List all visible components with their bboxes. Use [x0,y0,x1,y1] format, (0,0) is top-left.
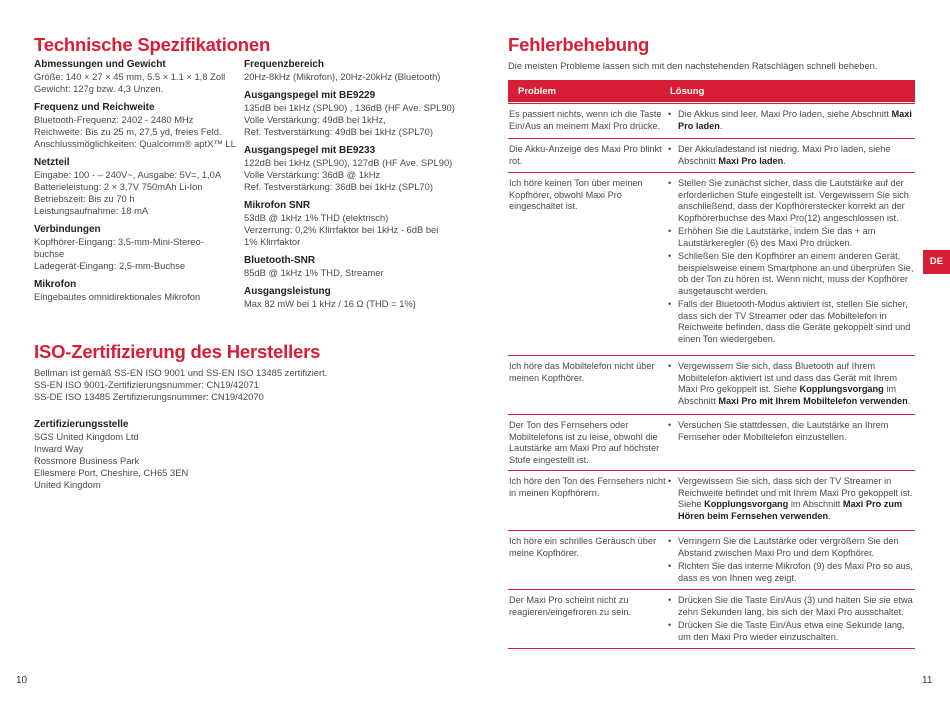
spec-column-1 [34,59,239,310]
bullet-text: Die Akkus sind leer. Maxi Pro laden, siehe Abschnitt Maxi Pro laden. [678,109,912,131]
problem-cell: Ich höre das Mobiltelefon nicht über meinen Kopfhörer. [509,361,655,383]
bullet-icon: • [668,299,672,309]
solution-cell [668,595,914,645]
spec-block [34,59,239,95]
spec-heading: Mikrofon [34,279,77,290]
spec-block [34,224,239,272]
solution-cell [668,536,914,586]
solution-bullet [668,561,914,584]
spec-heading: Mikrofon SNR [244,200,311,211]
problem-cell: Ich höre den Ton des Fernsehers nicht in meinen Kopfhörern. [509,476,666,498]
bullet-text: Vergewissern Sie sich, dass Bluetooth auf Ihrem Mobiltelefon aktiviert ist und dass das Gerät mit Ihrem Maxi Pro gekoppelt ist. Siehe Kopplungsvorgang im Abschnitt Maxi Pro mit Ihrem Mobiltelefon verwenden. [678,361,911,406]
spec-block [34,102,239,150]
solution-bullet [668,109,914,132]
bullet-text: Stellen Sie zunächst sicher, dass die Lautstärke auf der erforderlichen Stufe eingestellt ist. Vergewissern Sie sich anschließend, dass der Kopfhörerstecker korrekt an der Kopfhörerbuchse des Maxi Pro(12) angeschlossen ist. [678,178,909,223]
solution-cell [668,420,914,445]
spec-heading: Netzteil [34,157,70,168]
spec-heading: Frequenz und Reichweite [34,102,155,113]
bullet-text: Versuchen Sie stattdessen, die Lautstärke an Ihrem Fernseher oder Mobiltelefon einzustellen. [678,420,889,442]
bullet-text: Drücken Sie die Taste Ein/Aus (3) und halten Sie sie etwa zehn Sekunden lang, bis sich der Maxi Pro ausschaltet. [678,595,913,617]
iso-text: Bellman ist gemäß SS-EN ISO 9001 und SS-EN ISO 13485 zertifiziert. SS-EN ISO 9001-Zertifizierungsnummer: CN19/42071 SS-DE ISO 13485 Zertifizierungsnummer: CN19/42070 [34,367,328,402]
bullet-icon: • [668,144,672,154]
spec-heading: Abmessungen und Gewicht [34,59,166,70]
bullet-text: Drücken Sie die Taste Ein/Aus etwa eine Sekunde lang, um den Maxi Pro wieder einzuschalten. [678,620,905,642]
spec-value: Größe: 140 × 27 × 45 mm, 5.5 × 1.1 × 1,8 Zoll Gewicht: 127g bzw. 4,3 Unzen. [34,71,226,94]
solution-cell [668,109,914,134]
solution-bullet [668,620,914,643]
problem-cell: Ich höre ein schrilles Geräusch über meine Kopfhörer. [509,536,657,558]
bullet-icon: • [668,226,672,236]
table-row [508,470,915,521]
bullet-text: Vergewissern Sie sich, dass sich der TV Streamer in Reichweite befindet und mit Ihrem Maxi Pro gekoppelt ist. Siehe Kopplungsvorgang im Abschnitt Maxi Pro zum Hören beim Fernsehen verwenden. [678,476,913,521]
spec-heading: Frequenzbereich [244,59,325,70]
iso-title: ISO-Zertifizierung des Herstellers [34,341,321,362]
table-row [508,103,915,131]
language-tab: DE [923,250,950,274]
spec-heading: Ausgangsleistung [244,286,331,297]
spec-value: Max 82 mW bei 1 kHz / 16 Ω (THD = 1%) [244,298,416,309]
spec-value: Eingabe: 100 - – 240V~, Ausgabe: 5V=, 1,0A Batterieleistung: 2 × 3,7V 750mAh Li-Ion Betriebszeit: Bis zu 70 h Leistungsaufnahme: 18 mA [34,169,222,216]
bullet-icon: • [668,476,672,486]
bullet-icon: • [668,561,672,571]
spec-value: 85dB @ 1kHz 1% THD, Streamer [244,267,384,278]
solution-bullet [668,361,914,407]
solution-bullet [668,178,914,224]
bullet-text: Verringern Sie die Lautstärke oder vergrößern Sie den Abstand zwischen Maxi Pro und dem Kopfhörer. [678,536,899,558]
spec-block [244,145,459,193]
page-number-right: 11 [922,675,933,686]
bullet-text: Richten Sie das interne Mikrofon (9) des Maxi Pro so aus, dass es von Ihnen weg zeigt. [678,561,913,583]
solution-cell [668,476,914,524]
table-row [508,172,915,344]
bullet-icon: • [668,109,672,119]
spec-block [244,255,459,279]
spec-value: 135dB bei 1kHz (SPL90) , 136dB (HF Ave. SPL90) Volle Verstärkung: 49dB bei 1kHz, Ref. Testverstärkung: 49dB bei 1kHz (SPL70) [244,102,455,137]
spec-heading: Bluetooth-SNR [244,255,316,266]
solution-cell [668,361,914,409]
solution-bullet [668,144,914,167]
page-number-left: 10 [16,675,28,686]
problem-cell: Die Akku-Anzeige des Maxi Pro blinkt rot. [509,144,662,166]
bullet-icon: • [668,420,672,430]
header-solution: Lösung [670,86,705,97]
spec-heading: Ausgangspegel mit BE9229 [244,90,376,101]
troubleshooting-title: Fehlerbehebung [508,34,650,55]
spec-block [244,286,459,310]
spec-column-2 [244,59,459,317]
cert-heading: Zertifizierungsstelle [34,419,129,430]
table-bottom-border [508,648,915,649]
spec-value: Bluetooth-Frequenz: 2402 - 2480 MHz Reichweite: Bis zu 25 m, 27,5 yd, freies Feld. Anschlussmöglichkeiten: Qualcomm® aptX™ LL [34,114,236,149]
solution-bullet [668,226,914,249]
spec-value: Eingebautes omnidirektionales Mikrofon [34,291,201,302]
table-row [508,355,915,406]
bullet-text: Falls der Bluetooth-Modus aktiviert ist, stellen Sie sicher, dass sich der TV Streamer oder das Mobiltelefon in Reichweite befinden, dass die Geräte gekoppelt sind und einen Ton wiedergeben. [678,299,911,344]
bullet-icon: • [668,361,672,371]
bullet-text: Der Akkuladestand ist niedrig. Maxi Pro laden, siehe Abschnitt Maxi Pro laden. [678,144,891,166]
bullet-icon: • [668,536,672,546]
solution-bullet [668,420,914,443]
bullet-icon: • [668,178,672,188]
header-problem: Problem [518,86,557,97]
spec-heading: Ausgangspegel mit BE9233 [244,145,376,156]
spec-heading: Verbindungen [34,224,101,235]
solution-bullet [668,476,914,522]
spec-value: 20Hz-8kHz (Mikrofon), 20Hz-20kHz (Bluetooth) [244,71,441,82]
solution-cell [668,144,914,169]
table-row [508,414,915,465]
spec-block [34,157,239,217]
problem-cell: Der Maxi Pro scheint nicht zu reagieren/eingefroren zu sein. [509,595,632,617]
table-row [508,138,915,166]
bullet-icon: • [668,595,672,605]
problem-cell: Der Ton des Fernsehers oder Mobiltelefons ist zu leise, obwohl die Lautstärke am Maxi Pro auf höchster Stufe eingestellt ist. [509,420,660,465]
table-row [508,589,915,642]
problem-cell: Ich höre keinen Ton über meinen Kopfhörer, obwohl Maxi Pro eingeschaltet ist. [509,178,643,211]
solution-bullet [668,251,914,297]
solution-cell [668,178,914,347]
spec-block [244,200,459,248]
table-row [508,530,915,583]
spec-block [244,90,459,138]
troubleshooting-intro: Die meisten Probleme lassen sich mit den nachstehenden Ratschlägen schnell beheben. [508,60,878,71]
solution-bullet [668,536,914,559]
spec-block [244,59,459,83]
problem-cell: Es passiert nichts, wenn ich die Taste Ein/Aus an meinem Maxi Pro drücke. [509,109,662,131]
bullet-icon: • [668,620,672,630]
spec-title: Technische Spezifikationen [34,34,271,55]
bullet-icon: • [668,251,672,261]
bullet-text: Erhöhen Sie die Lautstärke, indem Sie das + am Lautstärkeregler (6) des Maxi Pro drücken. [678,226,876,248]
bullet-text: Schließen Sie den Kopfhörer an einem anderen Gerät, beispielsweise einem Smartphone an und überprüfen Sie, ob der Ton zu hören ist. Wenn nicht, muss der Kopfhörer ausgetauscht werden. [678,251,914,296]
table-header [508,80,915,102]
spec-value: 122dB bei 1kHz (SPL90), 127dB (HF Ave. SPL90) Volle Verstärkung: 36dB @ 1kHz Ref. Testverstärkung: 36dB bei 1kHz (SPL70) [244,157,453,192]
spec-block [34,279,239,303]
cert-address: SGS United Kingdom Ltd Inward Way Rossmore Business Park Ellesmere Port, Cheshire, CH65 3EN United Kingdom [34,431,189,490]
spec-value: Kopfhörer-Eingang: 3,5-mm-Mini-Stereo- buchse Ladegerät-Eingang: 2,5-mm-Buchse [34,236,204,271]
solution-bullet [668,595,914,618]
spec-value: 53dB @ 1kHz 1% THD (elektrisch) Verzerrung: 0,2% Klirrfaktor bei 1kHz - 6dB bei 1% Klirrfaktor [244,212,439,247]
solution-bullet [668,299,914,345]
